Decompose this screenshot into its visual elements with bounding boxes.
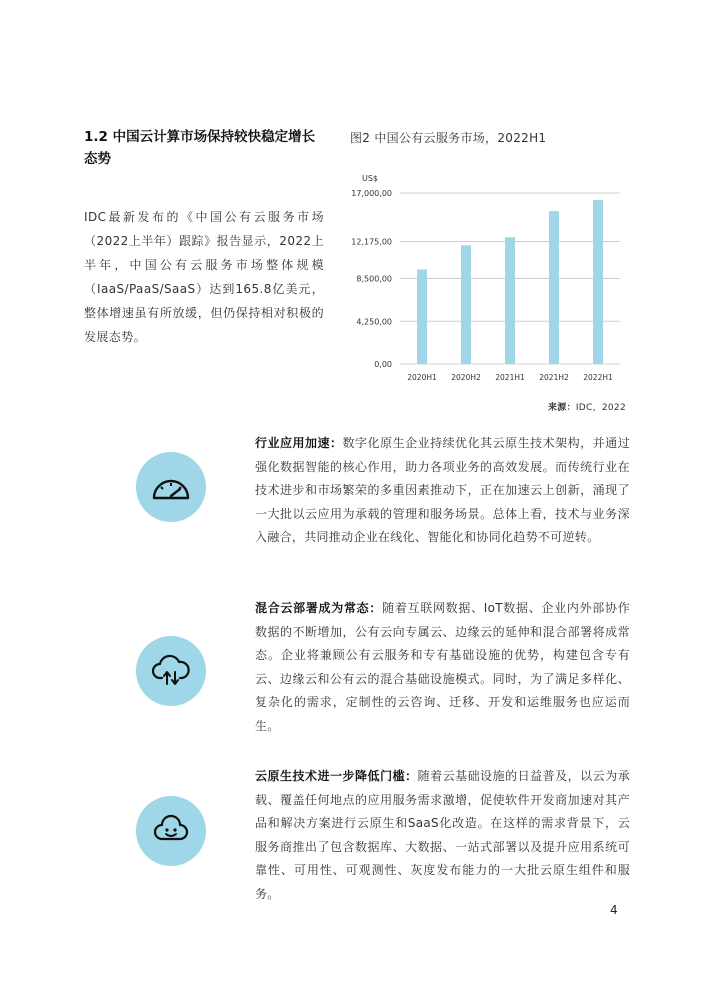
source-label: 来源： (547, 403, 576, 413)
section-title: 1.2 中国云计算市场保持较快稳定增长态势 (84, 129, 316, 167)
feature-text: 随着云基础设施的日益普及，以云为承载、覆盖任何地点的应用服务需求激增，促使软件开发商加速对其产品和解决方案进行云原生和SaaS化改造。在这样的需求背景下，云服务商推出了包含数据库、大数据、一站式部署以及提升应用系统可靠性、可用性、可观测性、灰度发布能力的一大批云原生组件和服务。 (255, 769, 630, 901)
intro-paragraph: IDC最新发布的《中国公有云服务市场（2022上半年）跟踪》报告显示，2022上半年，中国公有云服务市场整体规模（IaaS/PaaS/SaaS）达到165.8亿美元，整体增速虽有所放缓，但仍保持相对积极的发展态势。 (84, 210, 324, 344)
feature-text: 数字化原生企业持续优化其云原生技术架构，并通过强化数据智能的核心作用，助力各项业务的高效发展。而传统行业在技术进步和市场繁荣的多重因素推动下，正在加速云上创新，涌现了一大批以云应用为承载的管理和服务场景。总体上看，技术与业务深入融合，共同推动企业在线化、智能化和协同化趋势不可逆转。 (255, 436, 630, 544)
y-tick-label: 12,175,00 (351, 237, 392, 247)
bar (549, 211, 559, 364)
page-number: 4 (610, 903, 618, 917)
source-note (520, 400, 626, 413)
figure-caption: 图2 中国公有云服务市场，2022H1 (350, 131, 547, 145)
y-tick-label: 0,00 (374, 360, 392, 369)
feature-hybrid-cloud (255, 597, 630, 738)
source-value: IDC，2022 (575, 403, 626, 413)
x-tick-label: 2021H1 (495, 373, 525, 382)
feature-text: 随着互联网数据、IoT数据、企业内外部协作数据的不断增加，公有云向专属云、边缘云的延伸和混合部署将成常态。企业将兼顾公有云服务和专有基础设施的优势，构建包含专有云、边缘云和公有云的混合基础设施模式。同时，为了满足多样化、复杂化的需求，定制性的云咨询、迁移、开发和运维服务也应运而生。 (255, 601, 630, 733)
bar (461, 245, 471, 364)
feature-cloud-native (255, 765, 630, 906)
chart-unit-label: US$ (362, 174, 379, 183)
cloud-sync-icon-badge (136, 636, 206, 706)
bar (505, 237, 515, 364)
feature-lead: 云原生技术进一步降低门槛： (255, 769, 418, 783)
bar (417, 269, 427, 364)
bar (593, 200, 603, 364)
x-tick-label: 2020H2 (451, 373, 481, 382)
bar-chart (330, 165, 630, 390)
feature-lead: 混合云部署成为常态： (255, 601, 383, 615)
speedometer-icon-badge (136, 452, 206, 522)
x-tick-label: 2021H2 (539, 373, 569, 382)
feature-lead: 行业应用加速： (255, 436, 343, 450)
y-tick-label: 4,250,00 (356, 317, 392, 327)
feature-industry (255, 432, 630, 550)
y-tick-label: 8,500,00 (356, 274, 392, 284)
cloud-smile-icon-badge (136, 796, 206, 866)
cloud-smile-icon (153, 814, 189, 848)
x-tick-label: 2020H1 (407, 373, 437, 382)
cloud-sync-icon (151, 653, 191, 689)
y-tick-label: 17,000,00 (351, 189, 392, 198)
speedometer-icon (151, 472, 191, 502)
x-tick-label: 2022H1 (583, 373, 613, 382)
